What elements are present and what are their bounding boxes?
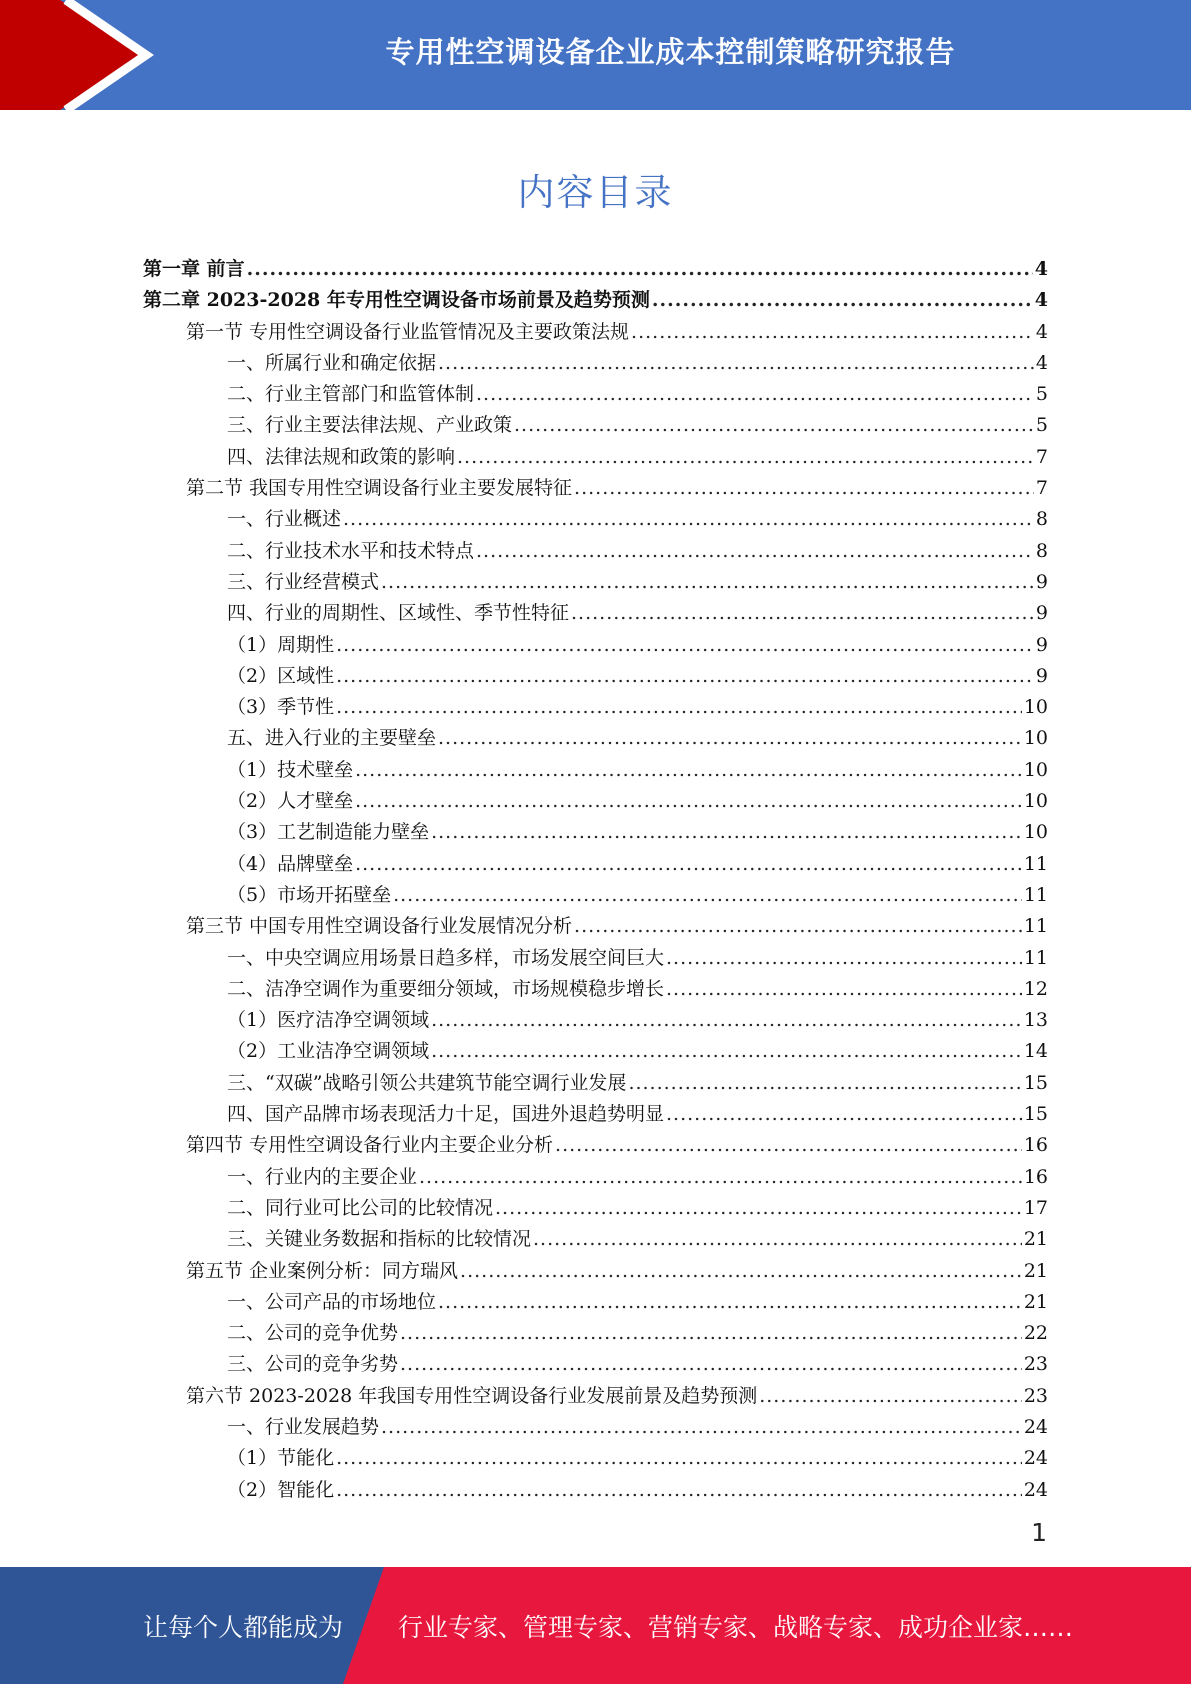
toc-entry-page: 5 xyxy=(1035,414,1048,437)
toc-entry-page: 10 xyxy=(1023,790,1048,813)
toc-entry-label: （2）人才壁垒 xyxy=(227,790,354,813)
toc-entry[interactable] xyxy=(227,817,1048,848)
toc-entry[interactable] xyxy=(227,1224,1048,1255)
toc-entry[interactable] xyxy=(186,1256,1048,1287)
toc-dot-leader xyxy=(336,630,1034,661)
toc-dot-leader xyxy=(393,880,1022,911)
toc-dot-leader xyxy=(355,849,1022,880)
toc-entry[interactable] xyxy=(227,1349,1048,1380)
toc-entry[interactable] xyxy=(227,692,1048,723)
toc-entry-page: 16 xyxy=(1023,1134,1048,1157)
toc-entry-page: 4 xyxy=(1034,258,1048,280)
toc-entry[interactable] xyxy=(227,1036,1048,1067)
toc-entry-label: （1）周期性 xyxy=(227,633,335,656)
toc-entry[interactable] xyxy=(227,504,1048,535)
toc-entry[interactable] xyxy=(186,1381,1048,1412)
toc-entry[interactable] xyxy=(143,285,1048,316)
toc-entry[interactable] xyxy=(227,567,1048,598)
toc-entry-page: 8 xyxy=(1035,508,1048,531)
toc-entry-label: 四、行业的周期性、区域性、季节性特征 xyxy=(227,602,570,625)
toc-entry-label: 二、行业主管部门和监管体制 xyxy=(227,383,475,406)
toc-entry-label: （1）技术壁垒 xyxy=(227,758,354,781)
toc-entry-label: 二、行业技术水平和技术特点 xyxy=(227,539,475,562)
toc-entry-label: 四、国产品牌市场表现活力十足，国进外退趋势明显 xyxy=(227,1103,665,1126)
toc-entry-page: 23 xyxy=(1023,1353,1048,1376)
toc-title: 内容目录 xyxy=(517,171,674,214)
toc-entry[interactable] xyxy=(227,1475,1048,1506)
toc-entry[interactable] xyxy=(227,1318,1048,1349)
toc-entry-page: 21 xyxy=(1023,1259,1048,1282)
toc-entry-label: 四、法律法规和政策的影响 xyxy=(227,445,456,468)
toc-dot-leader xyxy=(431,1005,1022,1036)
toc-dot-leader xyxy=(381,567,1034,598)
toc-entry[interactable] xyxy=(227,379,1048,410)
toc-dot-leader xyxy=(419,1162,1022,1193)
toc-entry[interactable] xyxy=(227,442,1048,473)
toc-dot-leader xyxy=(336,1475,1022,1506)
toc-dot-leader xyxy=(652,285,1033,316)
toc-dot-leader xyxy=(574,473,1034,504)
toc-entry-label: （2）智能化 xyxy=(227,1478,335,1501)
toc-entry-label: 一、所属行业和确定依据 xyxy=(227,351,437,374)
toc-entry-page: 4 xyxy=(1035,351,1048,374)
toc-entry[interactable] xyxy=(227,1443,1048,1474)
toc-dot-leader xyxy=(438,723,1022,754)
toc-entry-label: （2）区域性 xyxy=(227,664,335,687)
toc-entry[interactable] xyxy=(186,317,1048,348)
toc-entry[interactable] xyxy=(227,880,1048,911)
toc-entry-page: 10 xyxy=(1023,696,1048,719)
toc-entry[interactable] xyxy=(227,1193,1048,1224)
toc-entry-page: 8 xyxy=(1035,539,1048,562)
toc-dot-leader xyxy=(495,1193,1022,1224)
toc-entry-label: 一、行业概述 xyxy=(227,508,342,531)
toc-entry-label: （3）工艺制造能力壁垒 xyxy=(227,821,430,844)
toc-entry-label: 第一节 专用性空调设备行业监管情况及主要政策法规 xyxy=(186,320,630,343)
toc-dot-leader xyxy=(533,1224,1022,1255)
toc-entry-page: 21 xyxy=(1023,1228,1048,1251)
toc-entry-label: 二、洁净空调作为重要细分领域，市场规模稳步增长 xyxy=(227,977,665,1000)
toc-dot-leader xyxy=(631,317,1034,348)
toc-entry-page: 11 xyxy=(1023,915,1048,938)
toc-entry-label: 三、行业经营模式 xyxy=(227,570,380,593)
toc-entry-label: 一、中央空调应用场景日趋多样，市场发展空间巨大 xyxy=(227,946,665,969)
toc-entry-page: 7 xyxy=(1035,477,1048,500)
toc-entry-page: 11 xyxy=(1023,883,1048,906)
toc-dot-leader xyxy=(666,943,1022,974)
toc-entry[interactable] xyxy=(227,723,1048,754)
toc-entry[interactable] xyxy=(227,630,1048,661)
toc-entry-page: 7 xyxy=(1035,445,1048,468)
toc-dot-leader xyxy=(381,1412,1022,1443)
toc-dot-leader xyxy=(574,911,1022,942)
toc-dot-leader xyxy=(400,1318,1022,1349)
toc-dot-leader xyxy=(336,692,1022,723)
toc-dot-leader xyxy=(247,254,1033,285)
toc-entry[interactable] xyxy=(227,598,1048,629)
toc-entry[interactable] xyxy=(227,661,1048,692)
toc-entry-label: 三、行业主要法律法规、产业政策 xyxy=(227,414,513,437)
toc-entry-page: 22 xyxy=(1023,1322,1048,1345)
toc-entry[interactable] xyxy=(143,254,1048,285)
toc-entry-page: 5 xyxy=(1035,383,1048,406)
toc-entry[interactable] xyxy=(227,1068,1048,1099)
toc-entry-page: 13 xyxy=(1023,1009,1048,1032)
toc-entry[interactable] xyxy=(227,849,1048,880)
toc-entry[interactable] xyxy=(227,348,1048,379)
toc-dot-leader xyxy=(355,755,1022,786)
toc-entry-page: 23 xyxy=(1023,1384,1048,1407)
toc-entry-page: 24 xyxy=(1023,1415,1048,1438)
toc-entry[interactable] xyxy=(227,1287,1048,1318)
toc-entry-page: 10 xyxy=(1023,758,1048,781)
toc-dot-leader xyxy=(438,348,1034,379)
toc-dot-leader xyxy=(431,1036,1022,1067)
toc-entry-page: 4 xyxy=(1034,289,1048,312)
toc-entry-label: （3）季节性 xyxy=(227,696,335,719)
toc-entry-page: 24 xyxy=(1023,1447,1048,1470)
toc-dot-leader xyxy=(628,1068,1021,1099)
toc-entry-label: 第四节 专用性空调设备行业内主要企业分析 xyxy=(186,1134,554,1157)
toc-dot-leader xyxy=(514,410,1034,441)
toc-entry-page: 9 xyxy=(1035,570,1048,593)
toc-entry-page: 10 xyxy=(1023,727,1048,750)
toc-dot-leader xyxy=(666,1099,1022,1130)
toc-entry-page: 14 xyxy=(1023,1040,1048,1063)
toc-entry-label: （2）工业洁净空调领域 xyxy=(227,1040,430,1063)
toc-entry-label: 二、公司的竞争优势 xyxy=(227,1322,399,1345)
toc-entry[interactable] xyxy=(227,1099,1048,1130)
toc-entry-label: 第二章 2023-2028 年专用性空调设备市场前景及趋势预测 xyxy=(143,289,650,312)
toc-entry-label: 二、同行业可比公司的比较情况 xyxy=(227,1196,494,1219)
toc-entry-label: （1）医疗洁净空调领域 xyxy=(227,1009,430,1032)
toc-entry[interactable] xyxy=(227,755,1048,786)
table-of-contents xyxy=(0,254,1191,1506)
toc-entry-label: （4）品牌壁垒 xyxy=(227,852,354,875)
toc-entry[interactable] xyxy=(227,536,1048,567)
toc-entry-label: 三、公司的竞争劣势 xyxy=(227,1353,399,1376)
toc-entry[interactable] xyxy=(227,410,1048,441)
chevron-decoration xyxy=(0,0,160,110)
toc-entry[interactable] xyxy=(186,1130,1048,1161)
toc-entry[interactable] xyxy=(227,786,1048,817)
toc-entry-page: 9 xyxy=(1035,633,1048,656)
report-title: 专用性空调设备企业成本控制策略研究报告 xyxy=(385,34,956,69)
toc-dot-leader xyxy=(571,598,1034,629)
toc-entry-label: （5）市场开拓壁垒 xyxy=(227,883,392,906)
toc-entry-page: 15 xyxy=(1023,1103,1048,1126)
footer-slogan-left: 让每个人都能成为 xyxy=(143,1612,344,1642)
toc-entry[interactable] xyxy=(186,911,1048,942)
toc-entry-label: 第二节 我国专用性空调设备行业主要发展特征 xyxy=(186,477,573,500)
toc-entry-label: 第三节 中国专用性空调设备行业发展情况分析 xyxy=(186,915,573,938)
toc-dot-leader xyxy=(336,1443,1022,1474)
toc-entry[interactable] xyxy=(227,1005,1048,1036)
toc-entry-label: 第一章 前言 xyxy=(143,258,245,280)
toc-entry-label: 一、行业发展趋势 xyxy=(227,1415,380,1438)
toc-dot-leader xyxy=(476,379,1034,410)
toc-entry-label: 五、进入行业的主要壁垒 xyxy=(227,727,437,750)
toc-entry-page: 16 xyxy=(1023,1165,1048,1188)
toc-entry[interactable] xyxy=(227,943,1048,974)
toc-entry-label: 第五节 企业案例分析：同方瑞风 xyxy=(186,1259,459,1282)
toc-dot-leader xyxy=(355,786,1022,817)
toc-dot-leader xyxy=(343,504,1034,535)
toc-entry[interactable] xyxy=(186,473,1048,504)
toc-entry-page: 9 xyxy=(1035,664,1048,687)
toc-entry-label: 一、行业内的主要企业 xyxy=(227,1165,418,1188)
toc-entry[interactable] xyxy=(227,1412,1048,1443)
toc-entry-page: 24 xyxy=(1023,1478,1048,1501)
toc-entry-label: 一、公司产品的市场地位 xyxy=(227,1290,437,1313)
toc-entry-page: 11 xyxy=(1023,852,1048,875)
toc-dot-leader xyxy=(759,1381,1022,1412)
toc-dot-leader xyxy=(460,1256,1022,1287)
toc-entry-page: 15 xyxy=(1023,1071,1048,1094)
toc-entry-page: 10 xyxy=(1023,821,1048,844)
toc-entry-label: 三、关键业务数据和指标的比较情况 xyxy=(227,1228,532,1251)
toc-dot-leader xyxy=(457,442,1034,473)
toc-entry-page: 9 xyxy=(1035,602,1048,625)
page-number: 1 xyxy=(1031,1518,1047,1547)
toc-entry-label: 三、“双碳”战略引领公共建筑节能空调行业发展 xyxy=(227,1071,627,1094)
toc-entry-label: （1）节能化 xyxy=(227,1447,335,1470)
toc-dot-leader xyxy=(555,1130,1022,1161)
header-banner xyxy=(0,0,1191,110)
toc-entry-label: 第六节 2023-2028 年我国专用性空调设备行业发展前景及趋势预测 xyxy=(186,1384,758,1407)
toc-entry-page: 21 xyxy=(1023,1290,1048,1313)
footer-slogan-right: 行业专家、管理专家、营销专家、战略专家、成功企业家…… xyxy=(398,1612,1074,1642)
toc-dot-leader xyxy=(438,1287,1022,1318)
toc-entry-page: 4 xyxy=(1035,320,1048,343)
toc-entry-page: 12 xyxy=(1023,977,1048,1000)
toc-dot-leader xyxy=(336,661,1034,692)
toc-entry-page: 17 xyxy=(1023,1196,1048,1219)
toc-dot-leader xyxy=(476,536,1034,567)
toc-entry-page: 11 xyxy=(1023,946,1048,969)
toc-entry[interactable] xyxy=(227,974,1048,1005)
toc-dot-leader xyxy=(666,974,1022,1005)
toc-dot-leader xyxy=(400,1349,1022,1380)
toc-entry[interactable] xyxy=(227,1162,1048,1193)
footer-banner xyxy=(0,1567,1191,1684)
toc-dot-leader xyxy=(431,817,1022,848)
